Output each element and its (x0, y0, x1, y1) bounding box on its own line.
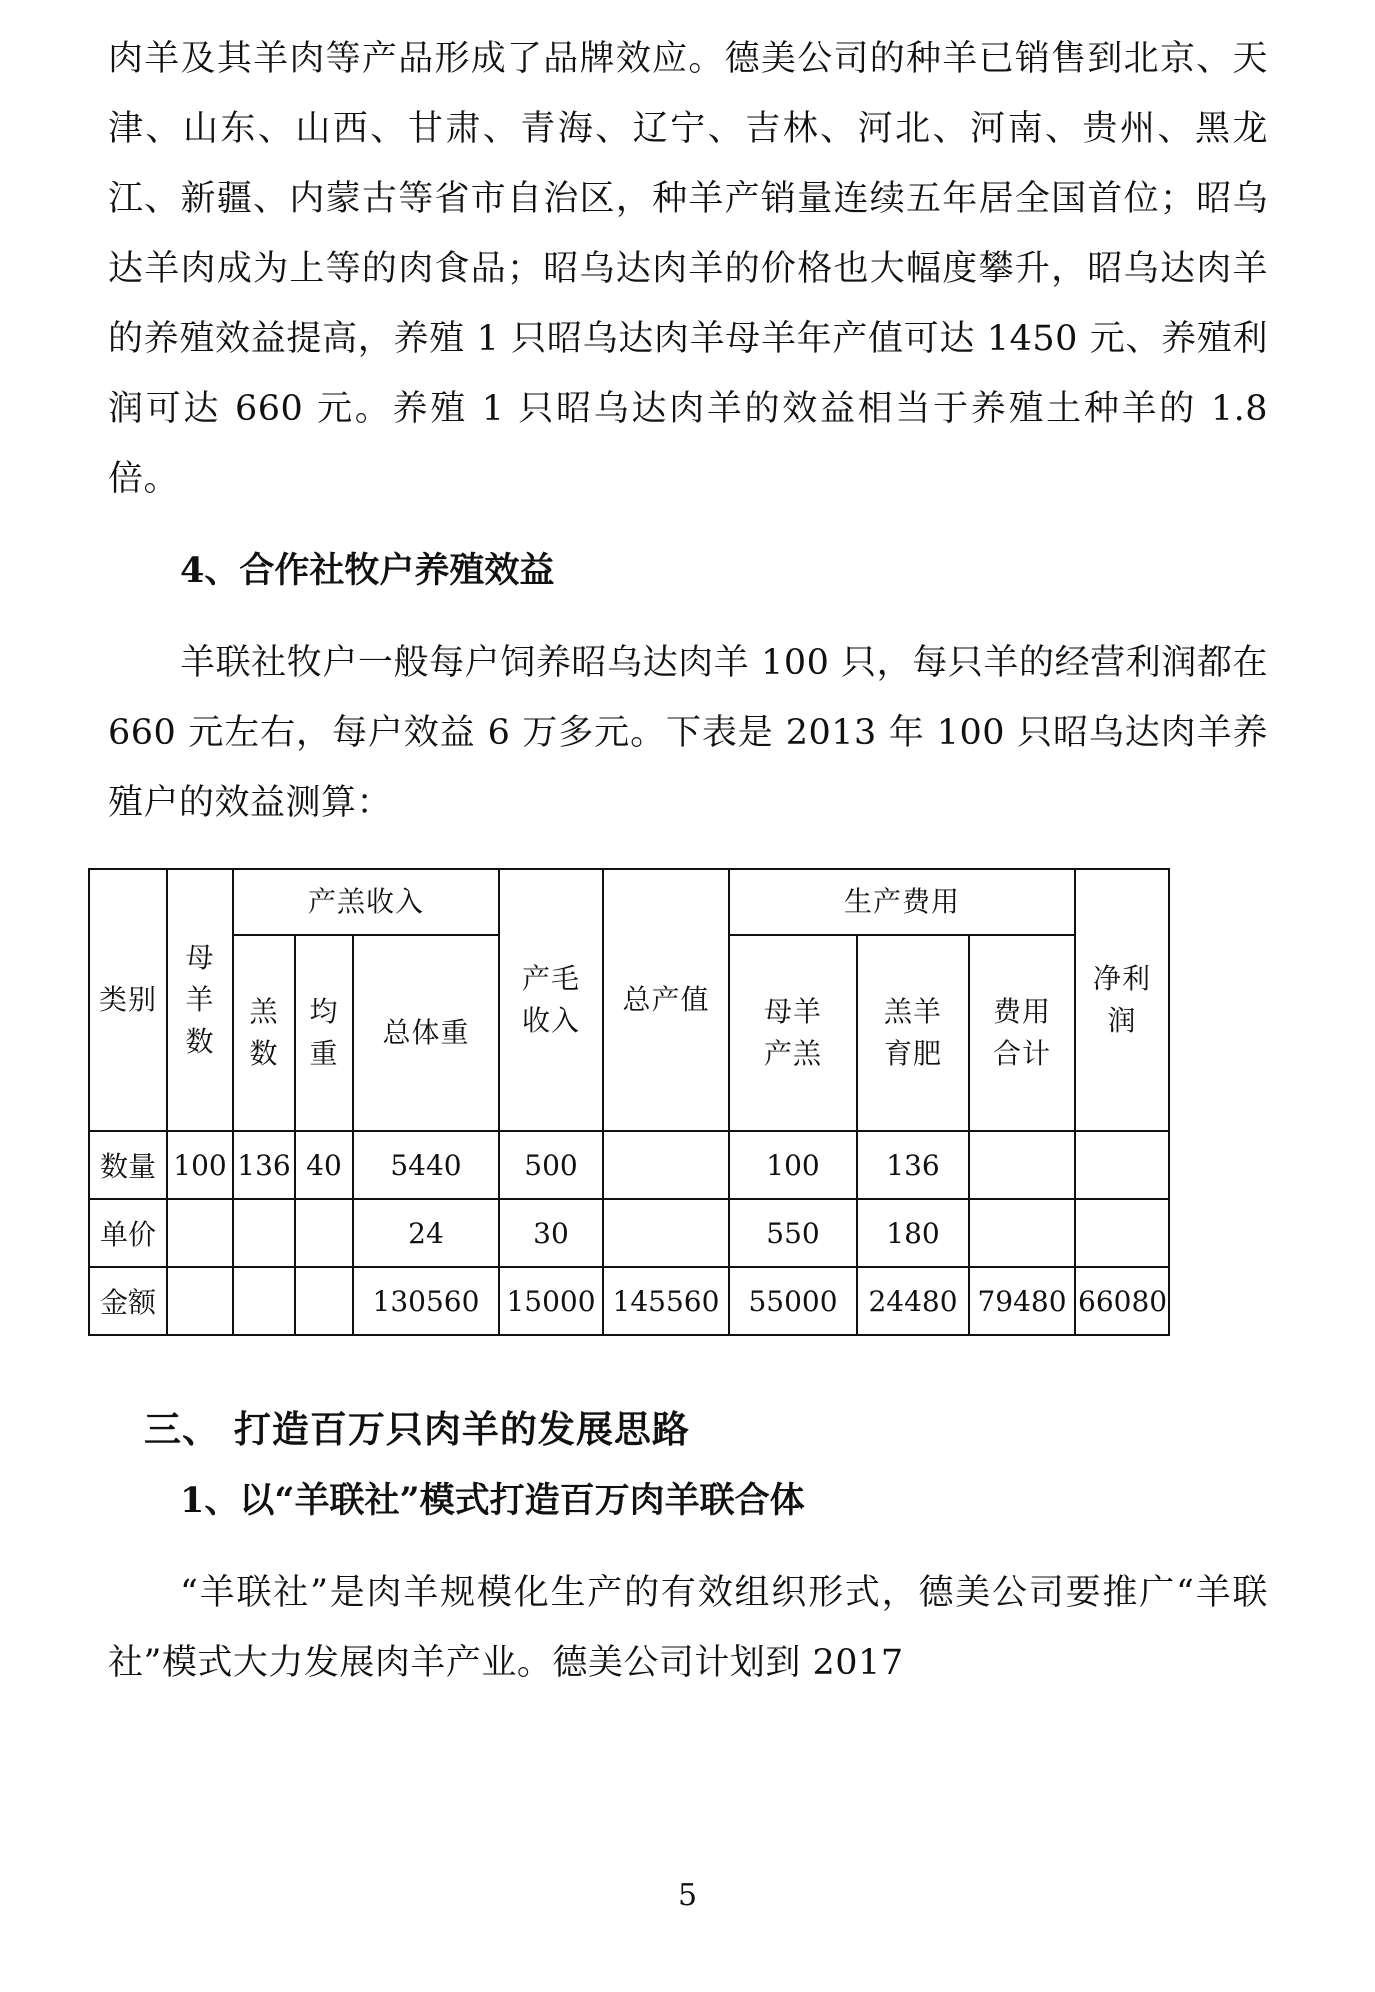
cell-gross-output (603, 1131, 729, 1199)
heading-section-4: 4、合作社牧户养殖效益 (180, 550, 555, 591)
cell-lamb-count: 136 (233, 1131, 295, 1199)
header-production-cost: 生产费用 (729, 869, 1075, 935)
table-row (89, 1199, 1169, 1267)
header-lamb-fattening: 羔羊 育肥 (857, 935, 969, 1131)
header-avg-weight: 均 重 (295, 935, 353, 1131)
benefit-table-wrapper (88, 868, 1168, 1336)
header-total-weight: 总体重 (353, 935, 499, 1131)
cell-avg-weight (295, 1199, 353, 1267)
cell-ewe-count: 100 (167, 1131, 233, 1199)
header-category: 类别 (89, 869, 167, 1131)
page-number: 5 (677, 1878, 698, 1913)
cell-total-weight: 130560 (353, 1267, 499, 1335)
header-wool-income: 产毛 收入 (499, 869, 603, 1131)
cell-lamb-fattening: 136 (857, 1131, 969, 1199)
paragraph-1: 肉羊及其羊肉等产品形成了品牌效应。德美公司的种羊已销售到北京、天津、山东、山西、甘肃、青海、辽宁、吉林、河北、河南、贵州、黑龙江、新疆、内蒙古等省市自治区，种羊产销量连续五年居全国首位；昭乌达羊肉成为上等的肉食品；昭乌达肉羊的价格也大幅度攀升，昭乌达肉羊的养殖效益提高，养殖 1 只昭乌达肉羊母羊年产值可达 1450 元、养殖利润可达 660 元。养殖 1 只昭乌达肉羊的效益相当于养殖土种羊的 1.8 倍。 (108, 39, 1268, 499)
cell-cost-total (969, 1131, 1075, 1199)
page-content (98, 24, 1268, 1698)
cell-total-weight: 24 (353, 1199, 499, 1267)
header-net-profit: 净利 润 (1075, 869, 1169, 1131)
cell-ewe-lambing: 55000 (729, 1267, 857, 1335)
cell-lamb-count (233, 1267, 295, 1335)
cell-wool-income: 500 (499, 1131, 603, 1199)
cell-wool-income: 15000 (499, 1267, 603, 1335)
cell-cost-total (969, 1199, 1075, 1267)
spacer (108, 1536, 1268, 1558)
row-label: 数量 (89, 1131, 167, 1199)
cell-net-profit (1075, 1199, 1169, 1267)
paragraph-3: “羊联社”是肉羊规模化生产的有效组织形式，德美公司要推广“羊联社”模式大力发展肉羊产业。德美公司计划到 2017 (108, 1573, 1268, 1683)
cell-lamb-fattening: 180 (857, 1199, 969, 1267)
cell-cost-total: 79480 (969, 1267, 1075, 1335)
header-ewe-count: 母 羊 数 (167, 869, 233, 1131)
cell-avg-weight (295, 1267, 353, 1335)
row-label: 金额 (89, 1267, 167, 1335)
cell-lamb-count (233, 1199, 295, 1267)
cell-net-profit (1075, 1131, 1169, 1199)
header-lamb-income: 产羔收入 (233, 869, 499, 935)
spacer (108, 514, 1268, 536)
spacer (108, 1336, 1268, 1392)
cell-lamb-fattening: 24480 (857, 1267, 969, 1335)
table-row (89, 1131, 1169, 1199)
cell-avg-weight: 40 (295, 1131, 353, 1199)
spacer (108, 606, 1268, 628)
table-row (89, 1267, 1169, 1335)
cell-net-profit: 66080 (1075, 1267, 1169, 1335)
cell-ewe-count (167, 1199, 233, 1267)
cell-total-weight: 5440 (353, 1131, 499, 1199)
cell-gross-output (603, 1199, 729, 1267)
header-gross-output: 总产值 (603, 869, 729, 1131)
cell-ewe-count (167, 1267, 233, 1335)
row-label: 单价 (89, 1199, 167, 1267)
cell-gross-output: 145560 (603, 1267, 729, 1335)
header-ewe-lambing: 母羊 产羔 (729, 935, 857, 1131)
cell-ewe-lambing: 100 (729, 1131, 857, 1199)
cell-ewe-lambing: 550 (729, 1199, 857, 1267)
paragraph-2: 羊联社牧户一般每户饲养昭乌达肉羊 100 只，每只羊的经营利润都在 660 元左右，每户效益 6 万多元。下表是 2013 年 100 只昭乌达肉羊养殖户的效益测算： (108, 643, 1268, 823)
heading-section-three-1: 1、以“羊联社”模式打造百万肉羊联合体 (180, 1480, 805, 1521)
cell-wool-income: 30 (499, 1199, 603, 1267)
header-lamb-count: 羔 数 (233, 935, 295, 1131)
benefit-table (88, 868, 1170, 1336)
table-header-row-1 (89, 869, 1169, 935)
heading-section-three: 三、 打造百万只肉羊的发展思路 (144, 1407, 690, 1451)
header-cost-total: 费用 合计 (969, 935, 1075, 1131)
